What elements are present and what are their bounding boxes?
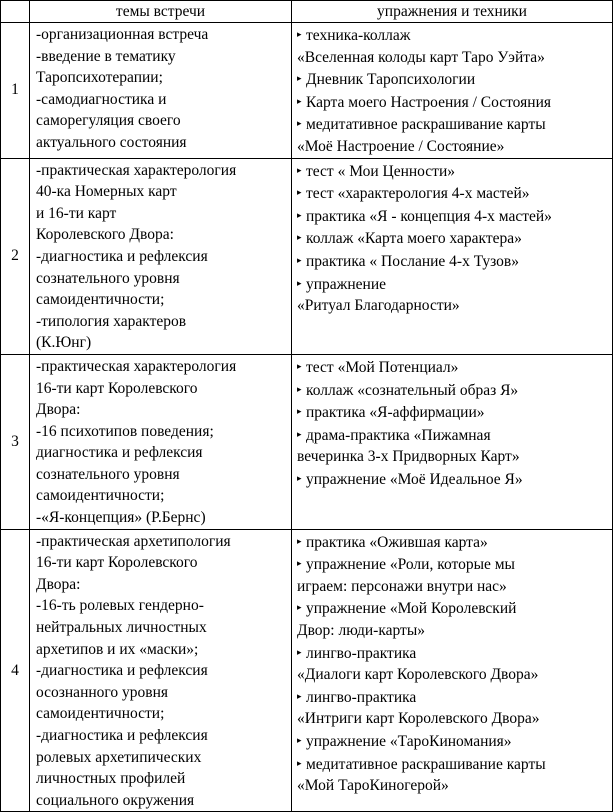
topic-line: 16-ти карт Королевского: [36, 379, 198, 397]
topic-line: самоидентичности;: [36, 705, 165, 723]
exercise-line: [297, 775, 608, 797]
arrow-bullet-icon: ▸: [297, 406, 302, 417]
topics-cell: [30, 23, 292, 159]
exercise-line: [297, 531, 608, 554]
topic-line: сознательного уровня: [36, 465, 180, 483]
exercise-text: техника-коллаж: [306, 27, 411, 44]
exercise-line: [297, 356, 608, 379]
arrow-bullet-icon: ▸: [297, 735, 302, 745]
exercise-text: практика «Ожившая карта»: [306, 533, 488, 551]
topic-line: -диагностика и рефлексия: [36, 727, 208, 744]
exercise-line: [297, 730, 608, 753]
exercises-cell: [292, 354, 613, 529]
exercise-item: [297, 91, 608, 114]
exercise-item: [297, 356, 608, 379]
arrow-bullet-icon: ▸: [297, 690, 302, 701]
header-topics: темы встречи: [30, 1, 292, 23]
exercise-text: Дневник Таропсихологии: [306, 71, 476, 89]
header-number: [1, 1, 30, 23]
exercise-line: [297, 91, 608, 114]
row-number: 4: [1, 529, 30, 812]
exercise-line: [297, 68, 608, 91]
row-number: 3: [1, 354, 30, 529]
exercise-text: упражнение «Моё Идеальное Я»: [306, 470, 523, 488]
topic-line: -16 психотипов поведения;: [36, 422, 214, 440]
table-row: [1, 354, 613, 529]
exercise-text: практика «Я-аффирмации»: [306, 404, 485, 422]
exercise-text: драма-практика «Пижамная: [306, 426, 491, 444]
exercises-cell: [292, 23, 613, 159]
exercise-line: [297, 753, 608, 776]
arrow-bullet-icon: ▸: [297, 646, 302, 657]
exercise-text: тест « Мои Ценности»: [306, 162, 456, 180]
topics-cell: [30, 158, 292, 354]
exercise-line: [297, 379, 608, 402]
arrow-bullet-icon: ▸: [297, 73, 302, 84]
exercise-line: [297, 205, 608, 228]
exercise-line: [297, 686, 608, 709]
topic-line: -организационная встреча: [36, 26, 209, 43]
exercise-text: практика «Я - концепция 4-х мастей»: [306, 207, 552, 225]
topic-line: -«Я-концепция» (Р.Бернс): [36, 509, 206, 527]
topic-line: -16-ть ролевых гендерно-: [36, 597, 204, 615]
topic-line: -типология характеров: [36, 312, 187, 330]
arrow-bullet-icon: ▸: [297, 558, 302, 569]
row-number: 2: [1, 158, 30, 354]
arrow-bullet-icon: ▸: [297, 428, 302, 439]
table-header-row: [1, 1, 613, 23]
topic-line: -практическая характерология: [36, 357, 237, 375]
exercise-line: [297, 182, 608, 205]
topic-line: -самодиагностика и: [36, 90, 167, 108]
exercise-text: упражнение «ТароКиномания»: [306, 733, 512, 750]
exercise-line: [297, 424, 608, 447]
exercise-item: [297, 424, 608, 468]
exercise-line: [297, 446, 608, 468]
exercises-cell: [292, 529, 613, 812]
exercise-text: упражнение: [306, 275, 387, 293]
header-exercises: упражнения и техники: [292, 1, 613, 23]
exercise-text: медитативное раскрашивание карты: [306, 116, 546, 134]
exercise-item: [297, 24, 608, 68]
exercise-line: [297, 620, 608, 642]
exercise-item: [297, 531, 608, 554]
exercise-item: [297, 753, 608, 797]
exercise-text: Двор: люди-карты»: [297, 622, 425, 640]
exercise-item: [297, 182, 608, 205]
arrow-bullet-icon: ▸: [297, 232, 302, 243]
exercise-line: [297, 113, 608, 136]
exercise-item: [297, 642, 608, 686]
exercise-line: [297, 664, 608, 686]
arrow-bullet-icon: ▸: [297, 472, 302, 483]
exercise-text: «Диалоги карт Королевского Двора»: [297, 666, 539, 684]
exercise-line: [297, 295, 608, 317]
topic-line: и 16-ти карт: [36, 204, 117, 222]
topic-line: Двора:: [36, 401, 81, 419]
exercise-text: «Мой ТароКиногерой»: [297, 777, 449, 795]
exercise-item: [297, 160, 608, 183]
exercise-text: Карта моего Настроения / Состояния: [306, 93, 551, 111]
exercise-item: [297, 379, 608, 402]
topic-line: -диагностика и рефлексия: [36, 662, 208, 680]
exercise-item: [297, 227, 608, 250]
topic-line: Таропсихотерапии;: [36, 69, 163, 87]
exercise-line: [297, 160, 608, 183]
topic-line: актуального состояния: [36, 133, 187, 151]
topic-line: ролевых архетипических: [36, 748, 202, 766]
topics-cell: [30, 354, 292, 529]
table-row: [1, 158, 613, 354]
topic-line: (К.Юнг): [36, 334, 92, 352]
exercise-line: [297, 576, 608, 598]
arrow-bullet-icon: ▸: [297, 254, 302, 265]
table-row: [1, 23, 613, 159]
table-row: [1, 529, 613, 812]
topic-line: -практическая характерология: [36, 161, 237, 179]
exercise-item: [297, 68, 608, 91]
topic-line: Двора:: [36, 575, 81, 593]
exercise-line: [297, 597, 608, 620]
exercise-line: [297, 47, 608, 69]
topics-cell: [30, 529, 292, 812]
exercise-text: «Моё Настроение / Состояние»: [297, 137, 505, 155]
exercise-item: [297, 250, 608, 273]
exercise-text: упражнение «Роли, которые мы: [306, 556, 515, 574]
arrow-bullet-icon: ▸: [297, 209, 302, 220]
exercise-text: медитативное раскрашивание карты: [306, 755, 546, 773]
exercises-cell: [292, 158, 613, 354]
exercise-text: тест «характерология 4-х мастей»: [306, 185, 530, 203]
topic-line: -диагностика и рефлексия: [36, 247, 208, 265]
topic-line: 16-ти карт Королевского: [36, 554, 198, 572]
topic-line: диагностика и рефлексия: [36, 444, 203, 462]
exercise-text: тест «Мой Потенциал»: [306, 358, 459, 376]
table-body: [1, 23, 613, 812]
exercise-line: [297, 468, 608, 491]
exercise-item: [297, 205, 608, 228]
arrow-bullet-icon: ▸: [297, 164, 302, 175]
topic-line: архетипов и их «маски»;: [36, 640, 199, 658]
topic-line: сознательного уровня: [36, 269, 180, 287]
topic-line: социального окружения: [36, 791, 195, 809]
topic-line: -введение в тематику: [36, 47, 176, 65]
exercise-text: практика « Послание 4-х Тузов»: [306, 252, 519, 270]
exercise-text: играем: персонажи внутри нас»: [297, 577, 507, 595]
exercise-line: [297, 553, 608, 576]
arrow-bullet-icon: ▸: [297, 535, 302, 546]
exercise-line: [297, 708, 608, 730]
topic-line: нейтральных личностных: [36, 619, 207, 637]
exercise-item: [297, 401, 608, 424]
exercise-item: [297, 468, 608, 491]
topic-line: самоидентичности;: [36, 487, 165, 505]
topic-line: Королевского Двора:: [36, 226, 174, 244]
exercise-text: упражнение «Мой Королевский: [306, 600, 517, 618]
exercise-item: [297, 686, 608, 730]
exercise-line: [297, 136, 608, 158]
exercise-line: [297, 401, 608, 424]
topic-line: самоидентичности;: [36, 291, 165, 309]
arrow-bullet-icon: ▸: [297, 360, 302, 371]
arrow-bullet-icon: ▸: [297, 277, 302, 288]
exercise-text: «Ритуал Благодарности»: [297, 297, 460, 315]
topic-line: осознанного уровня: [36, 683, 168, 701]
exercise-text: «Интриги карт Королевского Двора»: [297, 710, 540, 728]
exercise-item: [297, 730, 608, 753]
topic-line: -практическая архетипология: [36, 532, 231, 550]
arrow-bullet-icon: ▸: [297, 118, 302, 129]
arrow-bullet-icon: ▸: [297, 95, 302, 106]
exercise-line: [297, 642, 608, 665]
exercise-line: [297, 250, 608, 273]
exercise-text: вечеринка 3-х Придворных Карт»: [297, 448, 520, 466]
exercise-item: [297, 113, 608, 157]
topic-line: саморегуляция своего: [36, 112, 181, 130]
arrow-bullet-icon: ▸: [297, 602, 302, 613]
exercise-line: [297, 24, 608, 47]
row-number: 1: [1, 23, 30, 159]
topic-line: 40-ка Номерных карт: [36, 183, 177, 201]
exercise-item: [297, 553, 608, 597]
arrow-bullet-icon: ▸: [297, 187, 302, 198]
exercise-text: лингво-практика: [306, 688, 417, 706]
arrow-bullet-icon: ▸: [297, 383, 302, 394]
topic-line: личностных профилей: [36, 770, 186, 788]
exercise-line: [297, 227, 608, 250]
exercise-item: [297, 273, 608, 317]
exercise-text: лингво-практика: [306, 644, 417, 662]
exercise-text: коллаж «Карта моего характера»: [306, 230, 522, 248]
exercise-item: [297, 597, 608, 641]
exercise-text: «Вселенная колоды карт Таро Уэйта»: [297, 48, 545, 66]
exercise-text: коллаж «сознательный образ Я»: [306, 381, 519, 399]
arrow-bullet-icon: ▸: [297, 29, 302, 39]
arrow-bullet-icon: ▸: [297, 757, 302, 768]
exercise-line: [297, 273, 608, 296]
